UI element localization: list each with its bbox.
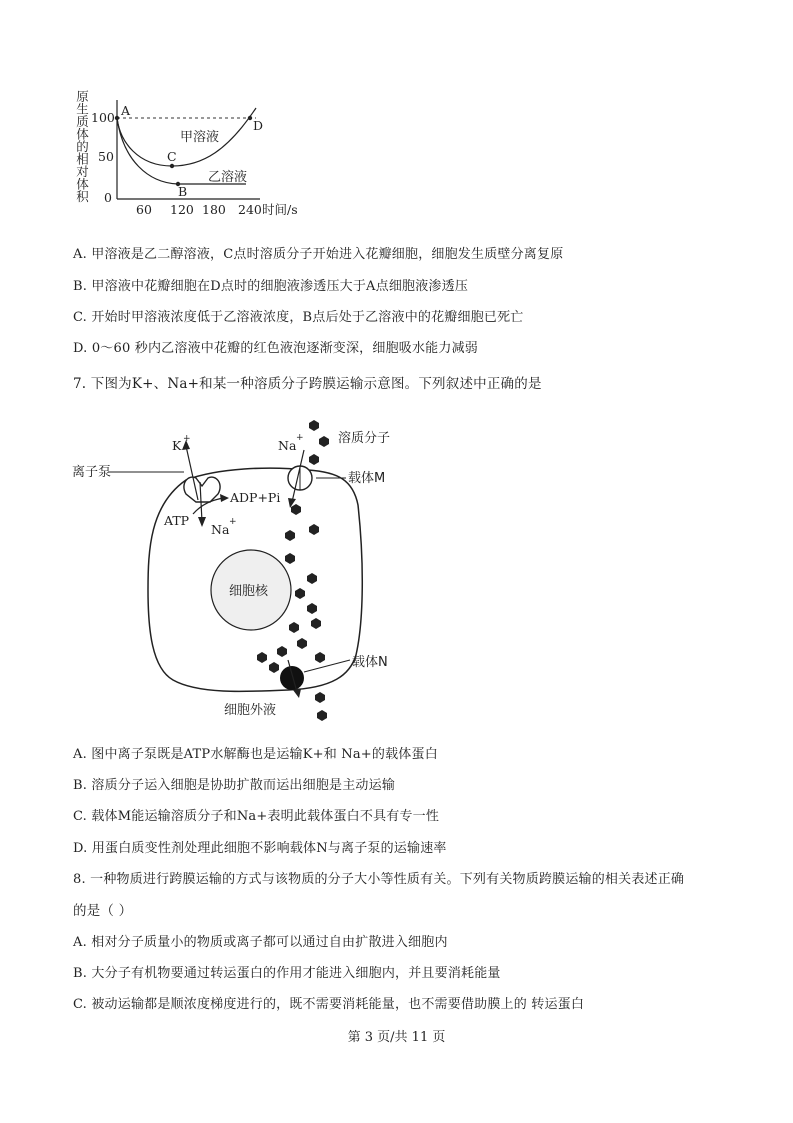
label-d: D [253,118,264,133]
q6-option-b[interactable]: B. 甲溶液中花瓣细胞在D点时的细胞液渗透压大于A点细胞液渗透压 [73,279,469,294]
ion-pump [184,477,220,502]
ytick-50: 50 [98,149,114,164]
atp-hydrolysis-arrowhead [220,494,229,502]
k-plus: + [183,434,191,444]
extracellular-label: 细胞外液 [224,703,277,718]
ytick-0: 0 [104,190,112,205]
na-bottom-label: Na [211,522,230,537]
k-label: K [172,438,182,453]
q6-option-d[interactable]: D. 0～60 秒内乙溶液中花瓣的红色液泡逐渐变深，细胞吸水能力减弱 [73,341,478,356]
atp-label: ATP [164,513,190,528]
carrier-n [280,666,304,690]
ytick-100: 100 [91,110,115,125]
adp-label: ADP+Pi [230,490,281,505]
graph-ylabel: 原生质体的相对体积 [74,90,90,203]
q7-option-a[interactable]: A. 图中离子泵既是ATP水解酶也是运输K+和 Na+的载体蛋白 [73,747,438,762]
q7-option-b[interactable]: B. 溶质分子运入细胞是协助扩散而运出细胞是主动运输 [73,778,396,793]
solute-label: 溶质分子 [338,431,391,446]
xtick-60: 60 [136,202,152,217]
page-footer: 第 3 页/共 11 页 [347,1030,446,1045]
point-c [170,164,174,168]
q8-option-b[interactable]: B. 大分子有机物要通过转运蛋白的作用才能进入细胞内，并且要消耗能量 [73,966,501,981]
carrier-m-label: 载体M [348,471,386,486]
label-a: A [121,103,131,118]
na-pump-arrowhead [198,517,206,527]
xtick-240: 240 [238,202,262,217]
q8-option-c[interactable]: C. 被动运输都是顺浓度梯度进行的，既不需要消耗能量，也不需要借助膜上的 转运蛋白 [73,997,585,1012]
carrier-n-pointer [304,660,350,672]
q7-option-d[interactable]: D. 用蛋白质变性剂处理此细胞不影响载体N与离子泵的运输速率 [73,841,447,856]
graph-xlabel: 时间/s [262,202,298,217]
label-b: B [178,184,188,199]
volume-time-graph [68,80,328,230]
xtick-120: 120 [170,202,194,217]
point-a [115,116,119,120]
curve-label-jia: 甲溶液 [180,130,220,145]
curve-label-yi: 乙溶液 [208,170,248,185]
q6-option-a[interactable]: A. 甲溶液是乙二醇溶液，C点时溶质分子开始进入花瓣细胞，细胞发生质壁分离复原 [73,247,564,262]
carrier-n-arrowhead [293,689,301,698]
na-bottom-plus: + [229,517,237,527]
na-top-plus: + [296,433,304,443]
q8-stem-line2: 的是（ ） [73,903,133,919]
q7-stem: 7. 下图为K+、Na+和某一种溶质分子跨膜运输示意图。下列叙述中正确的是 [73,376,542,392]
q8-stem-line1: 8. 一种物质进行跨膜运输的方式与该物质的分子大小等性质有关。下列有关物质跨膜运输的相关表述正确 [73,872,685,887]
na-top-label: Na [278,438,297,453]
q7-option-c[interactable]: C. 载体M能运输溶质分子和Na+表明此载体蛋白不具有专一性 [73,809,440,824]
carrier-n-label: 载体N [352,655,388,670]
q8-option-a[interactable]: A. 相对分子质量小的物质或离子都可以通过自由扩散进入细胞内 [73,935,448,950]
membrane-transport-diagram [68,410,428,730]
point-d [248,116,252,120]
label-c: C [167,149,177,164]
q6-option-c[interactable]: C. 开始时甲溶液浓度低于乙溶液浓度，B点后处于乙溶液中的花瓣细胞已死亡 [73,310,524,325]
nucleus-label: 细胞核 [229,584,269,599]
xtick-180: 180 [202,202,226,217]
ion-pump-label: 离子泵 [72,465,112,480]
